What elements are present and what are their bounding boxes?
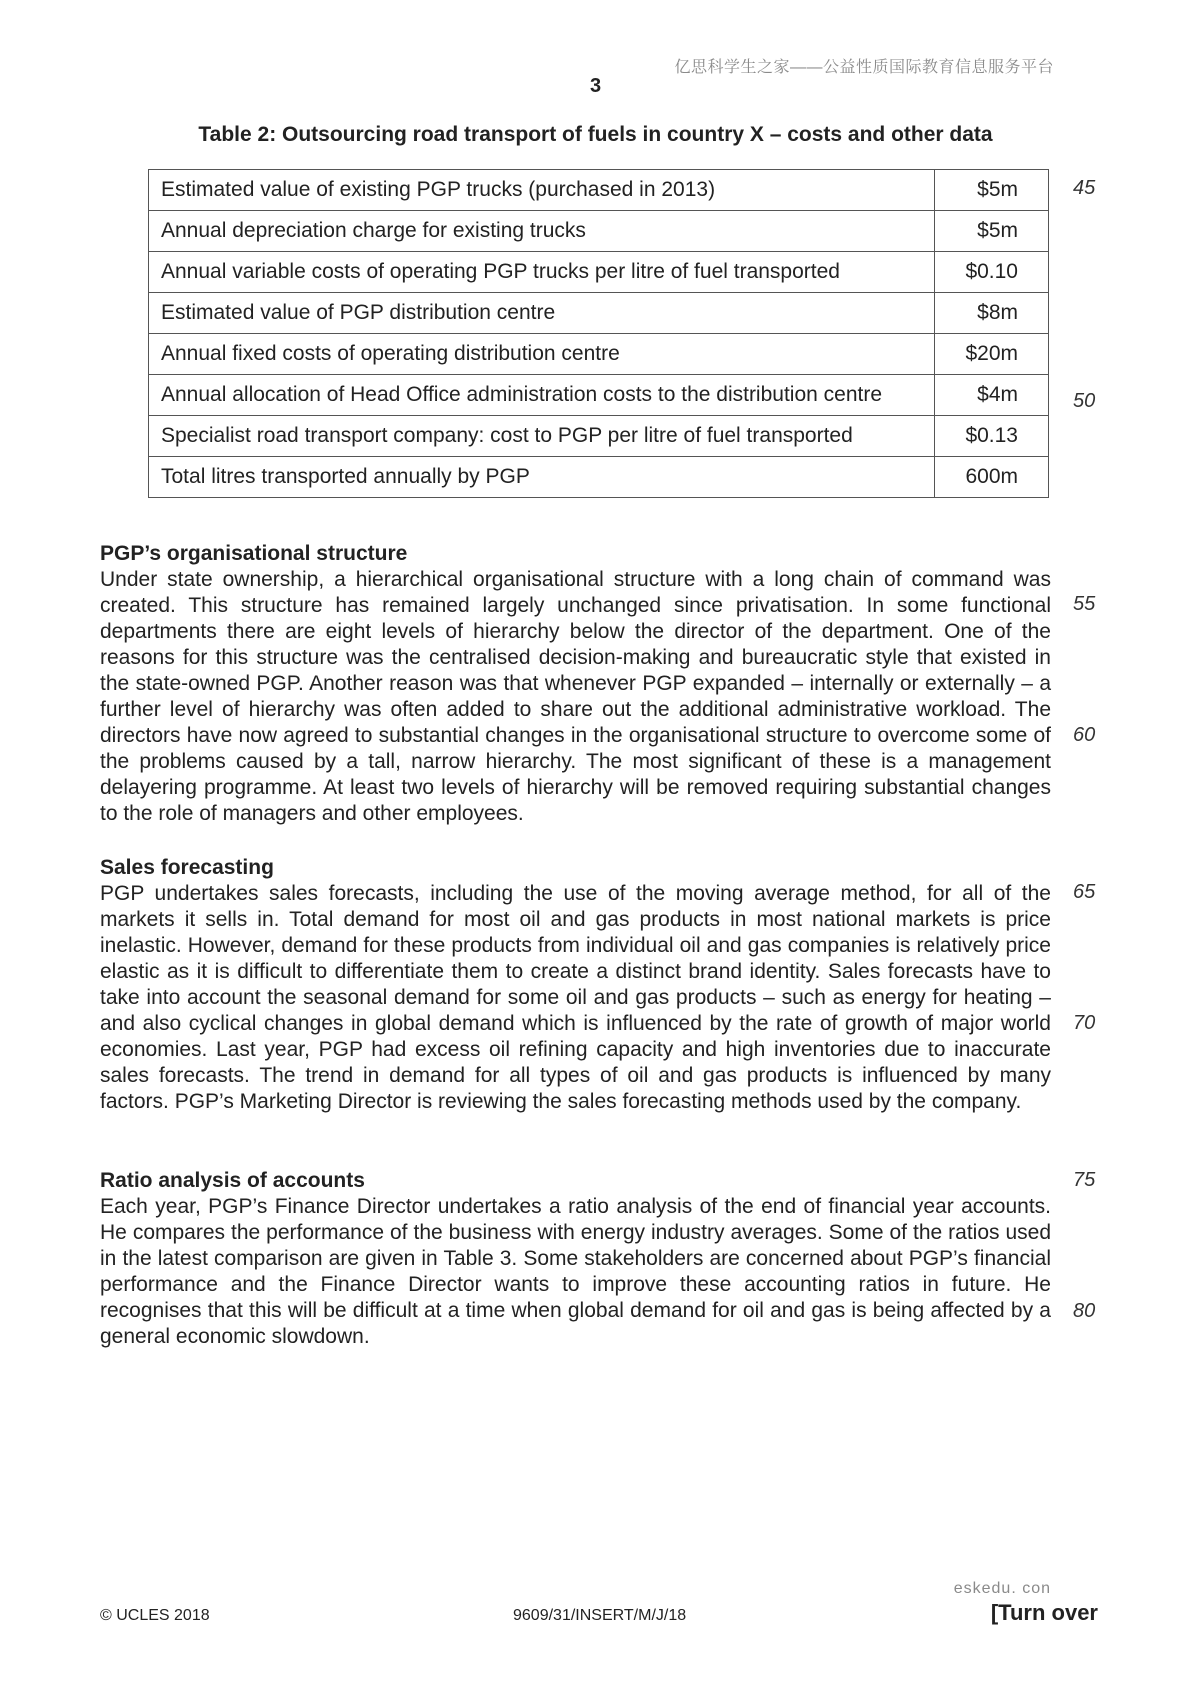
line-number: 75 <box>1073 1169 1096 1191</box>
line-number: 60 <box>1073 724 1096 746</box>
line-number: 80 <box>1073 1300 1096 1322</box>
line-number: 45 <box>1073 177 1096 199</box>
footer-paper-code: 9609/31/INSERT/M/J/18 <box>513 1607 687 1624</box>
row-label: Estimated value of existing PGP trucks (purchased in 2013) <box>149 170 935 211</box>
section-sales-forecasting <box>100 855 1051 1115</box>
row-value: $5m <box>935 211 1049 252</box>
row-value: 600m <box>935 457 1049 498</box>
section-heading: Ratio analysis of accounts <box>100 1169 365 1192</box>
table-row <box>149 293 1049 334</box>
section-ratio-analysis <box>100 1168 1051 1350</box>
table-row <box>149 334 1049 375</box>
line-number: 70 <box>1073 1012 1096 1034</box>
row-value: $8m <box>935 293 1049 334</box>
row-label: Specialist road transport company: cost to PGP per litre of fuel transported <box>149 416 935 457</box>
line-number: 55 <box>1073 593 1096 615</box>
table-row <box>149 375 1049 416</box>
row-value: $0.10 <box>935 252 1049 293</box>
row-value: $5m <box>935 170 1049 211</box>
line-number: 50 <box>1073 390 1096 412</box>
table-row <box>149 457 1049 498</box>
section-body: Each year, PGP’s Finance Director undertakes a ratio analysis of the end of financial year accounts. He compares the performance of the business with energy industry averages. Some of the ratios used in the latest comparison are given in Table 3. Some stakeholders are concerned about PGP’s financial performance and the Finance Director wants to improve these accounting ratios in future. He recognises that this will be difficult at a time when global demand for oil and gas is being affected by a general economic slowdown. <box>100 1195 1051 1348</box>
row-value: $4m <box>935 375 1049 416</box>
section-heading: PGP’s organisational structure <box>100 542 408 565</box>
top-watermark: 亿思科学生之家——公益性质国际教育信息服务平台 <box>674 59 1054 76</box>
row-label: Estimated value of PGP distribution centre <box>149 293 935 334</box>
row-value: $20m <box>935 334 1049 375</box>
row-value: $0.13 <box>935 416 1049 457</box>
section-body: Under state ownership, a hierarchical organisational structure with a long chain of command was created. This structure has remained largely unchanged since privatisation. In some functional departments there are eight levels of hierarchy below the director of the department. One of the reasons for this structure was the centralised decision-making and bureaucratic style that existed in the state-owned PGP. Another reason was that whenever PGP expanded – internally or externally – a further level of hierarchy was often added to share out the additional administrative workload. The directors have now agreed to substantial changes in the organisational structure to overcome some of the problems caused by a tall, narrow hierarchy. The most significant of these is a management delayering programme. At least two levels of hierarchy will be removed requiring substantial changes to the role of managers and other employees. <box>100 568 1051 825</box>
cost-table <box>148 169 1049 498</box>
section-body: PGP undertakes sales forecasts, including the use of the moving average method, for all of the markets it sells in. Total demand for most oil and gas products in most national markets is price inelastic. However, demand for these products from individual oil and gas companies is relatively price elastic as it is difficult to differentiate them to create a distinct brand identity. Sales forecasts have to take into account the seasonal demand for some oil and gas products – such as energy for heating – and also cyclical changes in global demand which is influenced by the rate of growth of major world economies. Last year, PGP had excess oil refining capacity and high inventories due to inaccurate sales forecasts. The trend in demand for all types of oil and gas products is influenced by many factors. PGP’s Marketing Director is reviewing the sales forecasting methods used by the company. <box>100 882 1051 1113</box>
table-row <box>149 170 1049 211</box>
row-label: Total litres transported annually by PGP <box>149 457 935 498</box>
row-label: Annual allocation of Head Office administration costs to the distribution centre <box>149 375 935 416</box>
table-row <box>149 252 1049 293</box>
row-label: Annual fixed costs of operating distribution centre <box>149 334 935 375</box>
table-row <box>149 211 1049 252</box>
table-row <box>149 416 1049 457</box>
page-number: 3 <box>589 75 602 97</box>
footer-copyright: © UCLES 2018 <box>100 1607 210 1624</box>
row-label: Annual depreciation charge for existing trucks <box>149 211 935 252</box>
turn-over-label: [Turn over <box>990 1600 1098 1625</box>
row-label: Annual variable costs of operating PGP trucks per litre of fuel transported <box>149 252 935 293</box>
section-organisational-structure <box>100 541 1051 827</box>
section-heading: Sales forecasting <box>100 856 274 879</box>
line-number: 65 <box>1073 881 1096 903</box>
footer-watermark: eskedu. con <box>953 1580 1051 1597</box>
table-title: Table 2: Outsourcing road transport of fuels in country X – costs and other data <box>198 123 993 146</box>
